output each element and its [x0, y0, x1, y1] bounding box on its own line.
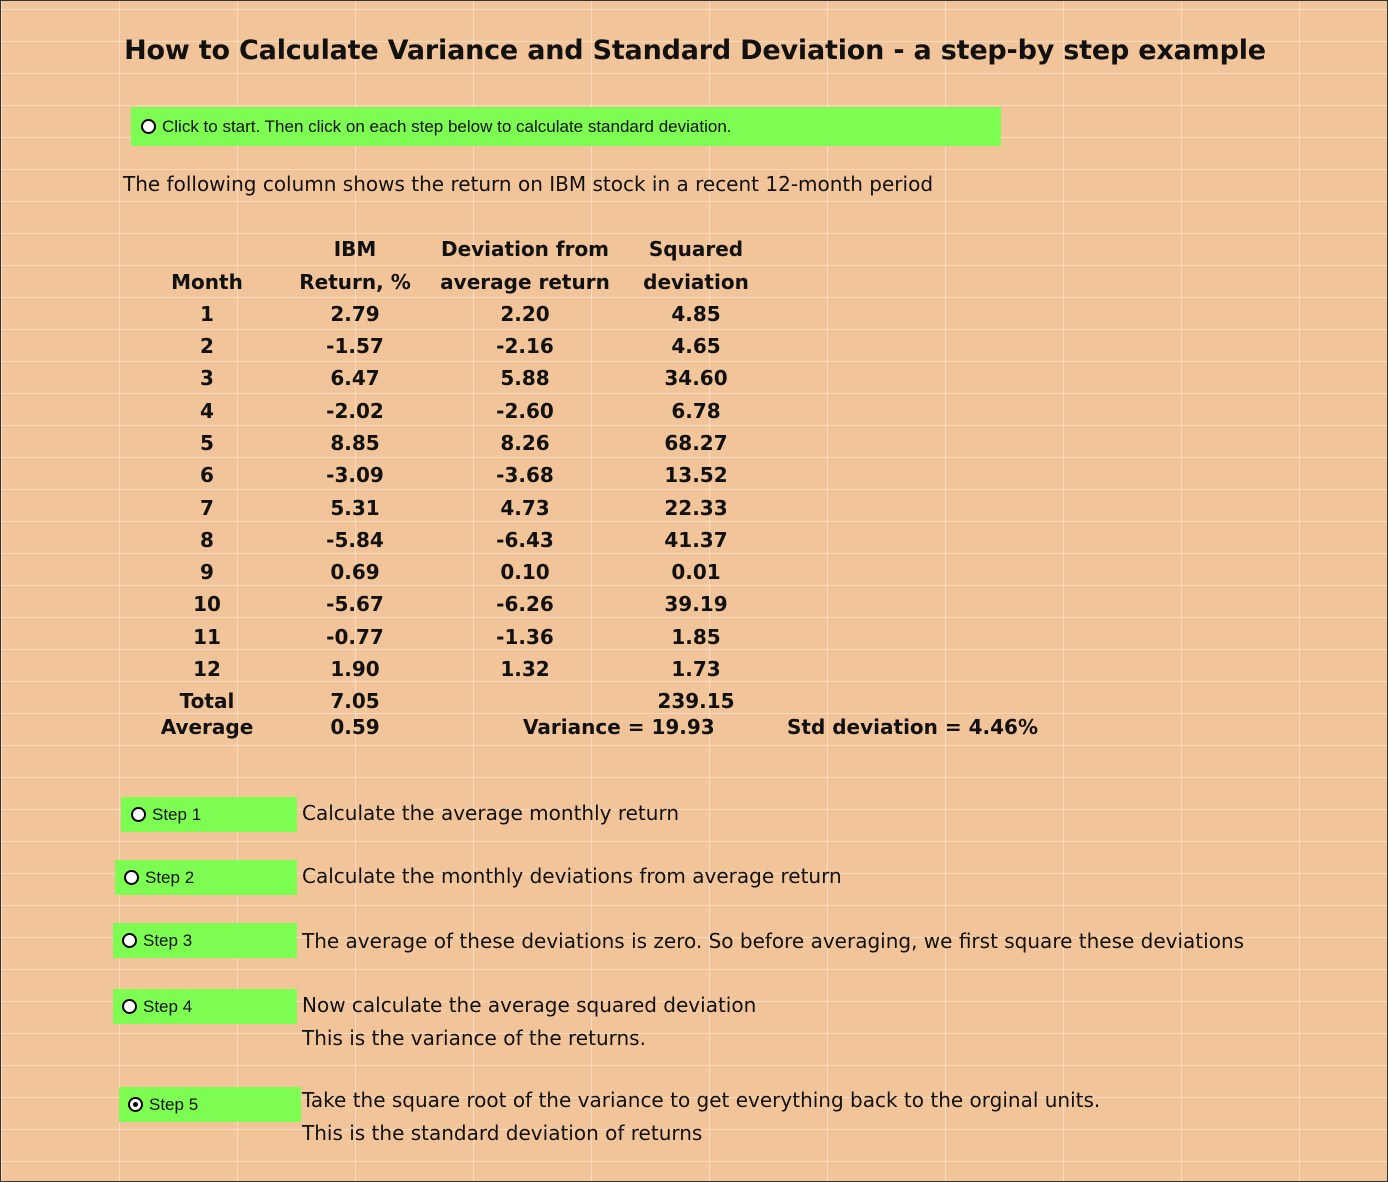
cell-month: 2: [200, 334, 214, 359]
radio-icon: [141, 119, 156, 134]
cell-return: 7.05: [330, 689, 380, 714]
table-row: [137, 588, 775, 620]
header-month-line1: [137, 233, 277, 265]
cell-squared: 13.52: [664, 463, 728, 488]
cell-squared: 6.78: [671, 398, 721, 423]
cell-squared: 22.33: [664, 495, 728, 520]
cell-month: 6: [200, 463, 214, 488]
table-row: [137, 394, 775, 426]
table-header-row-2: [137, 265, 775, 297]
cell-squared: 1.85: [671, 624, 721, 649]
variance-value: Variance = 19.93: [523, 715, 715, 739]
radio-icon: [131, 807, 146, 822]
average-label: Average: [160, 715, 254, 739]
cell-squared: 39.19: [664, 592, 728, 617]
step-5-label: Step 5: [149, 1094, 199, 1114]
cell-month: 11: [193, 624, 221, 649]
step-2-radio-button[interactable]: [115, 860, 297, 895]
step-1-radio-button[interactable]: [121, 797, 297, 832]
cell-return: -0.77: [326, 624, 384, 649]
cell-month: Total: [179, 689, 235, 714]
cell-squared: 0.01: [671, 560, 721, 585]
cell-return: 2.79: [330, 301, 380, 326]
intro-text: The following column shows the return on IBM stock in a recent 12-month period: [123, 172, 934, 196]
header-deviation-line1: Deviation from: [440, 237, 610, 262]
cell-month: 1: [200, 301, 214, 326]
cell-deviation: 2.20: [500, 301, 550, 326]
start-button-label: Click to start. Then click on each step below to calculate standard deviation.: [162, 116, 732, 136]
step-2-label: Step 2: [145, 867, 195, 887]
cell-deviation: -6.43: [496, 527, 554, 552]
table-row: [137, 524, 775, 556]
cell-return: 1.90: [330, 657, 380, 681]
cell-deviation: -2.60: [496, 398, 554, 423]
table-row: [137, 621, 775, 653]
header-month: Month: [171, 269, 243, 294]
step-1-description: [302, 797, 679, 830]
header-squared: deviation: [643, 269, 749, 294]
cell-return: -1.57: [326, 334, 384, 359]
step-5-line-2: This is the standard deviation of returns: [302, 1121, 703, 1145]
step-4-radio-button[interactable]: [113, 989, 297, 1024]
step-2-line-1: Calculate the monthly deviations from average return: [302, 864, 842, 888]
step-3-radio-button[interactable]: [113, 923, 297, 958]
cell-return: 0.69: [330, 560, 380, 585]
header-deviation: average return: [440, 269, 610, 294]
step-2-description: [302, 860, 842, 893]
table-row: [137, 556, 775, 588]
step-4-line-2: This is the variance of the returns.: [302, 1026, 646, 1050]
table-row: [137, 653, 775, 685]
cell-squared: 4.65: [671, 334, 721, 359]
cell-return: -2.02: [326, 398, 384, 423]
radio-selected-icon: [128, 1097, 143, 1112]
returns-table: [137, 233, 775, 717]
step-5-radio-button[interactable]: [119, 1087, 301, 1122]
table-row: [137, 362, 775, 394]
cell-return: 5.31: [330, 495, 380, 520]
cell-month: 12: [193, 657, 221, 681]
radio-icon: [122, 933, 137, 948]
cell-squared: 41.37: [664, 527, 728, 552]
step-5-description: [302, 1084, 1100, 1150]
table-row: [137, 491, 775, 523]
average-value: 0.59: [330, 715, 380, 739]
cell-month: 9: [200, 560, 214, 585]
cell-month: 7: [200, 495, 214, 520]
step-3-description: [302, 925, 1244, 958]
radio-icon: [122, 999, 137, 1014]
step-1-line-1: Calculate the average monthly return: [302, 801, 679, 825]
cell-deviation: [433, 685, 617, 717]
cell-deviation: -3.68: [496, 463, 554, 488]
step-5-line-1: Take the square root of the variance to get everything back to the orginal units.: [302, 1088, 1101, 1112]
cell-deviation: 8.26: [500, 430, 550, 455]
cell-deviation: 4.73: [500, 495, 550, 520]
step-3-line-1: The average of these deviations is zero. So before averaging, we first square these deviations: [302, 929, 1245, 953]
step-3-label: Step 3: [143, 930, 193, 950]
cell-month: 5: [200, 430, 214, 455]
step-4-line-1: Now calculate the average squared deviation: [302, 993, 757, 1017]
header-return-line1: IBM: [333, 237, 377, 262]
cell-return: 6.47: [330, 366, 380, 391]
cell-month: 4: [200, 398, 214, 423]
cell-squared: 239.15: [657, 689, 735, 714]
cell-deviation: -1.36: [496, 624, 554, 649]
step-4-label: Step 4: [143, 996, 193, 1016]
cell-deviation: -2.16: [496, 334, 554, 359]
table-header-row-1: [137, 233, 775, 265]
step-1-label: Step 1: [152, 804, 202, 824]
cell-squared: 1.73: [671, 657, 721, 681]
cell-month: 10: [193, 592, 221, 617]
table-row: [137, 459, 775, 491]
cell-deviation: 1.32: [500, 657, 550, 681]
page-title: How to Calculate Variance and Standard Deviation - a step-by step example: [124, 35, 1266, 66]
radio-icon: [124, 870, 139, 885]
header-squared-line1: Squared: [648, 237, 744, 262]
table-row: [137, 685, 775, 717]
cell-squared: 34.60: [664, 366, 728, 391]
cell-return: -3.09: [326, 463, 384, 488]
start-radio-button[interactable]: [131, 107, 1001, 146]
step-4-description: [302, 989, 756, 1055]
table-row: [137, 298, 775, 330]
std-deviation-value: Std deviation = 4.46%: [787, 715, 1038, 739]
cell-return: -5.67: [326, 592, 384, 617]
cell-squared: 4.85: [671, 301, 721, 326]
cell-month: 3: [200, 366, 214, 391]
cell-return: 8.85: [330, 430, 380, 455]
header-return: Return, %: [299, 269, 411, 294]
cell-squared: 68.27: [664, 430, 728, 455]
cell-deviation: -6.26: [496, 592, 554, 617]
table-row: [137, 330, 775, 362]
cell-deviation: 0.10: [500, 560, 550, 585]
cell-month: 8: [200, 527, 214, 552]
cell-return: -5.84: [326, 527, 384, 552]
table-row: [137, 427, 775, 459]
cell-deviation: 5.88: [500, 366, 550, 391]
table-body: [137, 298, 775, 718]
